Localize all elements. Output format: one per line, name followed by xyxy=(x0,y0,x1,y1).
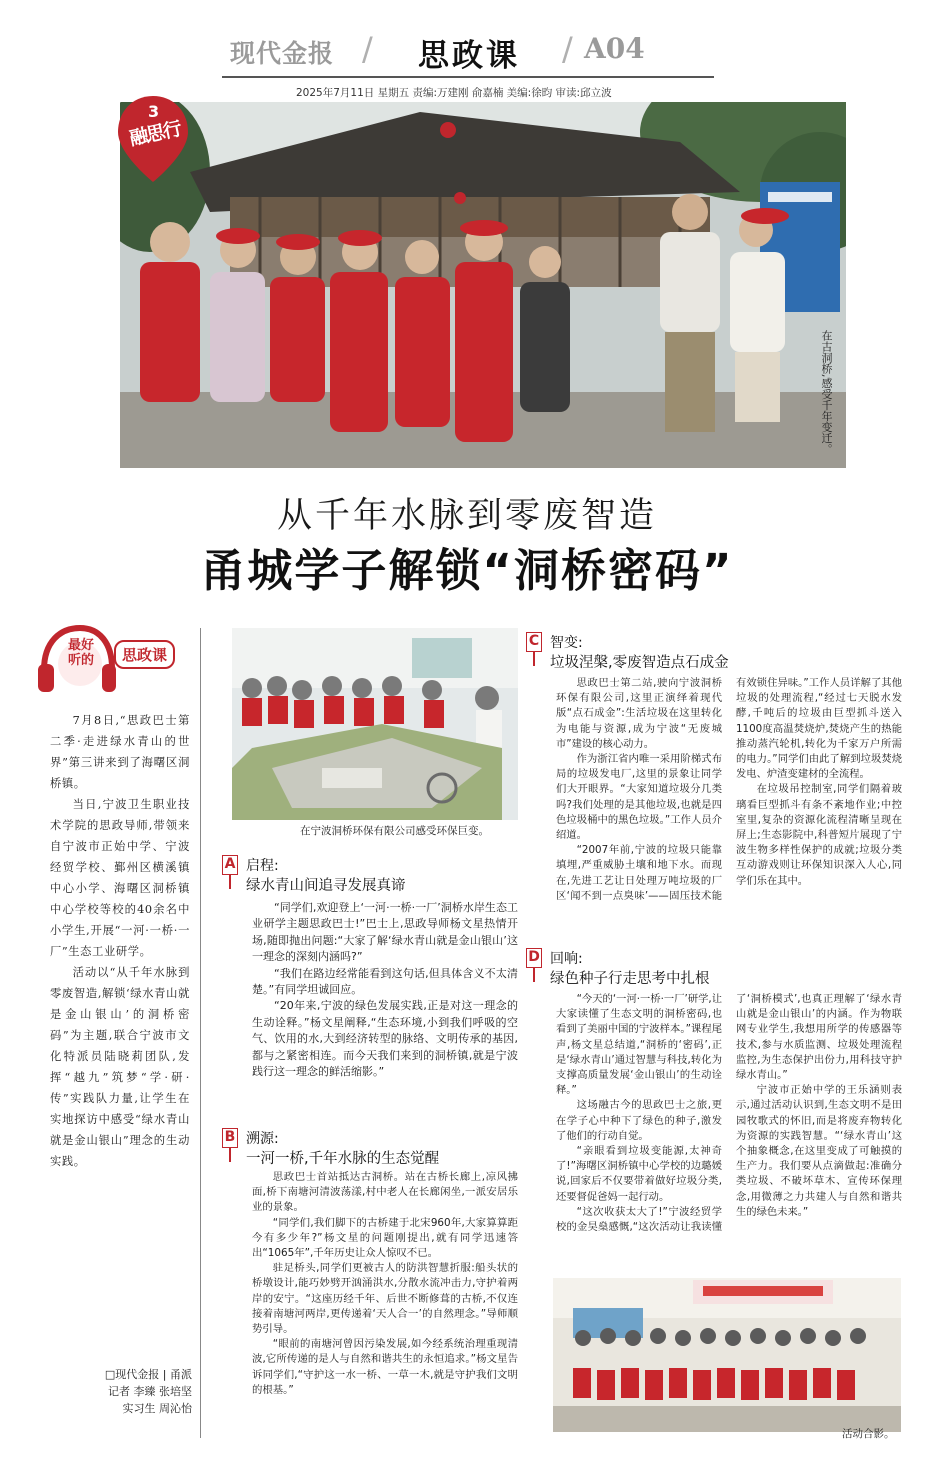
headline-kicker: 从千年水脉到零废智造 xyxy=(276,496,657,536)
logo-best-label: 最好听的 xyxy=(67,638,94,668)
byline xyxy=(62,1366,192,1417)
section-d-paragraph: “亲眼看到垃圾变能源,太神奇了!”海曙区洞桥镇中心学校的边璐媛说,回家后不仅要带着做好垃圾分类,还要督促爸妈一起行动。 xyxy=(556,1145,722,1203)
section-d-head xyxy=(526,948,826,988)
page-number: A04 xyxy=(584,32,645,65)
paper-name: 现代金报 xyxy=(230,39,335,68)
section-c-paragraph: 作为浙江省内唯一采用阶梯式布局的垃圾发电厂,这里的景象让同学们大开眼界。“大家知道垃圾分几类吗?我们处理的是其他垃圾,也就是四色垃圾桶中的黑色垃圾。”工作人员介绍道。 xyxy=(556,753,722,842)
section-c-paragraph: 在垃圾吊控制室,同学们隔着玻璃看巨型抓斗有条不紊地作业;中控室里,复杂的资源化流程清晰呈现在屏上;生态影院中,科普短片展现了宁波生物多样性保护的成就;垃圾分类互动游戏则让环保知识深入人心,同学们乐在其中。 xyxy=(736,783,902,887)
main-photo-caption: 在古洞桥,感受千年变迁。 xyxy=(820,330,833,455)
section-a-head xyxy=(222,855,512,895)
intro-paragraph: 当日,宁波卫生职业技术学院的思政导师,带领来自宁波市正始中学、宁波经贸学校、鄞州区横溪镇中心小学、海曙区洞桥镇中心学校等校的40余名中小学生,开展“一河·一桥·一厂”生态工业研学。 xyxy=(50,798,190,958)
section-d-label: 回响: xyxy=(550,951,583,967)
factory-photo xyxy=(232,628,518,820)
section-b-subtitle: 一河一桥,千年水脉的生态觉醒 xyxy=(246,1151,440,1167)
group-photo-illustration xyxy=(553,1278,901,1432)
section-d-paragraph: 这场融古今的思政巴士之旅,更在学子心中种下了绿色的种子,激发了他们的行动自觉。 xyxy=(556,1099,722,1142)
section-a-subtitle: 绿水青山间追寻发展真谛 xyxy=(246,878,406,894)
intro-column xyxy=(50,710,190,1172)
section-b-paragraph: 驻足桥头,同学们更被古人的防洪智慧折服:船头状的桥墩设计,能巧妙劈开汹涌洪水,分散水流冲击力,守护着两岸的安宁。“这座历经千年、后世不断修葺的古桥,不仅连接着南塘河两岸,更传递着‘天人合一’的自然理念。”导师顺势引导。 xyxy=(252,1262,518,1336)
logo-tag: 思政课 xyxy=(114,640,175,669)
intro-paragraph: 活动以“从千年水脉到零废智造,解锁‘绿水青山就是金山银山’的洞桥密码”为主题,联合宁波市文化特派员陆晓莉团队,发挥“越九”筑梦“学·研·传”实践队力量,让学生在实地探访中感受“绿水青山就是金山银山”理念的生动实践。 xyxy=(50,966,190,1168)
section-b-letter: B xyxy=(222,1128,238,1148)
section-marker xyxy=(229,1148,231,1162)
section-a-label: 启程: xyxy=(246,858,279,874)
section-marker xyxy=(533,652,535,666)
section-c-body xyxy=(556,676,902,948)
section-b-paragraph: 思政巴士首站抵达古洞桥。站在古桥长廊上,凉风拂面,桥下南塘河清波荡漾,村中老人在长廊闲坐,一派安居乐业的景象。 xyxy=(252,1171,518,1214)
headline-title: 甬城学子解锁“洞桥密码” xyxy=(200,544,734,597)
masthead xyxy=(222,26,714,78)
masthead-divider: / xyxy=(362,30,373,68)
series-badge xyxy=(112,92,194,184)
section-b-label: 溯源: xyxy=(246,1131,279,1147)
main-photo-illustration xyxy=(120,102,846,468)
masthead-divider: / xyxy=(562,30,573,68)
group-photo xyxy=(553,1278,901,1432)
section-b-head xyxy=(222,1128,512,1168)
section-d-paragraph: 宁波市正始中学的王乐涵则表示,通过活动认识到,生态文明不是田园牧歌式的怀旧,而是将废弃物转化为资源的实践智慧。“‘绿水青山’这个抽象概念,在这里变成了可触摸的生产力。我们要从点滴做起:准确分类垃圾、不破坏草木、宣传环保理念,用微薄之力共建人与自然和谐共生的绿色未来。” xyxy=(736,1084,902,1218)
section-b-paragraph: “同学们,我们脚下的古桥建于北宋960年,大家算算距今有多少年?”杨文星的问题刚提出,就有同学迅速答出“1065年”,千年历史让众人惊叹不已。 xyxy=(252,1216,518,1260)
section-d-paragraph: “这次收获太大了!”宁波经贸学校的金昊燊感慨,“这次活动让我读懂了‘洞桥模式’,也真正理解了‘绿水青山就是金山银山’的内涵。作为物联网专业学生,我想用所学的传感器等技术,参与水质监测、垃圾处理流程监控,为生态保护出份力,用科技守护绿水青山。” xyxy=(556,993,902,1234)
factory-photo-illustration xyxy=(232,628,518,820)
byline-intern: 实习生 周沁怡 xyxy=(122,1402,192,1415)
section-d-subtitle: 绿色种子行走思考中扎根 xyxy=(550,971,710,987)
section-a-paragraph: “同学们,欢迎登上‘一河·一桥·一厂’洞桥水岸生态工业研学主题思政巴士!”巴士上,思政导师杨文星热情开场,随即抛出问题:“大家了解‘绿水青山就是金山银山’这一理念的深刻内涵吗?” xyxy=(252,901,518,964)
section-c-label: 智变: xyxy=(550,635,583,651)
column-name: 思政课 xyxy=(418,38,520,74)
section-b-paragraph: “眼前的南塘河曾因污染发展,如今经系统治理重现清波,它所传递的是人与自然和谐共生的永恒追求。”杨文星告诉同学们,“守护这一水一桥、一草一木,就是守护我们文明的根基。” xyxy=(252,1338,518,1396)
section-c-subtitle: 垃圾涅槃,零废智造点石成金 xyxy=(550,655,729,671)
section-a-paragraph: “我们在路边经常能看到这句话,但具体含义不太清楚。”有同学坦诚回应。 xyxy=(252,966,518,997)
section-c-paragraph: “2007年前,宁波的垃圾只能靠填埋,严重威胁土壤和地下水。而现在,先进工艺让日处理万吨垃圾的厂区‘闻不到一点臭味’——固压技术能有效锁住异味。”工作人员详解了其他垃圾的处理流程,“经过七天脱水发酵,千吨后的垃圾由巨型抓斗送入1100度高温焚烧炉,焚烧产生的热能推动蒸汽轮机,转化为千家万户所需的电力。”同学们由此了解到垃圾焚烧发电、炉渣变建材的全流程。 xyxy=(556,677,902,902)
main-photo xyxy=(120,102,846,468)
dateline: 2025年7月11日 星期五 责编:万建刚 俞嘉楠 美编:徐昀 审读:邱立波 xyxy=(296,87,612,99)
byline-reporters: 记者 李臻 张培坚 xyxy=(108,1385,192,1398)
section-c-letter: C xyxy=(526,632,542,652)
section-a-body xyxy=(252,900,518,1080)
section-a-letter: A xyxy=(222,855,238,875)
section-marker xyxy=(229,875,231,889)
group-photo-caption: 活动合影。 xyxy=(842,1428,895,1440)
intro-paragraph: 7月8日,“思政巴士第二季·走进绿水青山的世界”第三讲来到了海曙区洞桥镇。 xyxy=(50,714,190,790)
section-d-body xyxy=(556,992,902,1270)
factory-photo-caption: 在宁波洞桥环保有限公司感受环保巨变。 xyxy=(300,825,489,837)
masthead-rule xyxy=(222,76,714,78)
section-d-paragraph: “今天的‘一河·一桥·一厂’研学,让大家读懂了生态文明的洞桥密码,也看到了美丽中国的宁波样本。”课程尾声,杨文星总结道,“洞桥的‘密码’,正是‘绿水青山’通过智慧与科技,转化为支撑高质量发展‘金山银山’的生动诠释。” xyxy=(556,993,722,1097)
column-logo xyxy=(36,622,196,698)
section-c-paragraph: 思政巴士第二站,驶向宁波洞桥环保有限公司,这里正演绎着现代版“点石成金”:生活垃圾在这里转化为电能与资源,成为宁波“无废城市”建设的核心动力。 xyxy=(556,677,722,750)
section-d-letter: D xyxy=(526,948,542,968)
badge-number: 3 xyxy=(148,102,160,121)
section-a-paragraph: “20年来,宁波的绿色发展实践,正是对这一理念的生动诠释。”杨文星阐释,“生态环境,小到我们呼吸的空气、饮用的水,大到经济转型的脉络、文明传承的基因,都与之紧密相连。而今天我们来到的洞桥镇,就是宁波践行这一理念的鲜活缩影。” xyxy=(252,999,518,1079)
byline-source: □现代金报 | 甬派 xyxy=(104,1368,192,1381)
badge-text: 融思行 xyxy=(127,117,183,151)
section-c-head xyxy=(526,632,826,672)
section-marker xyxy=(533,968,535,982)
section-b-body xyxy=(252,1170,518,1398)
column-divider xyxy=(200,628,201,1438)
